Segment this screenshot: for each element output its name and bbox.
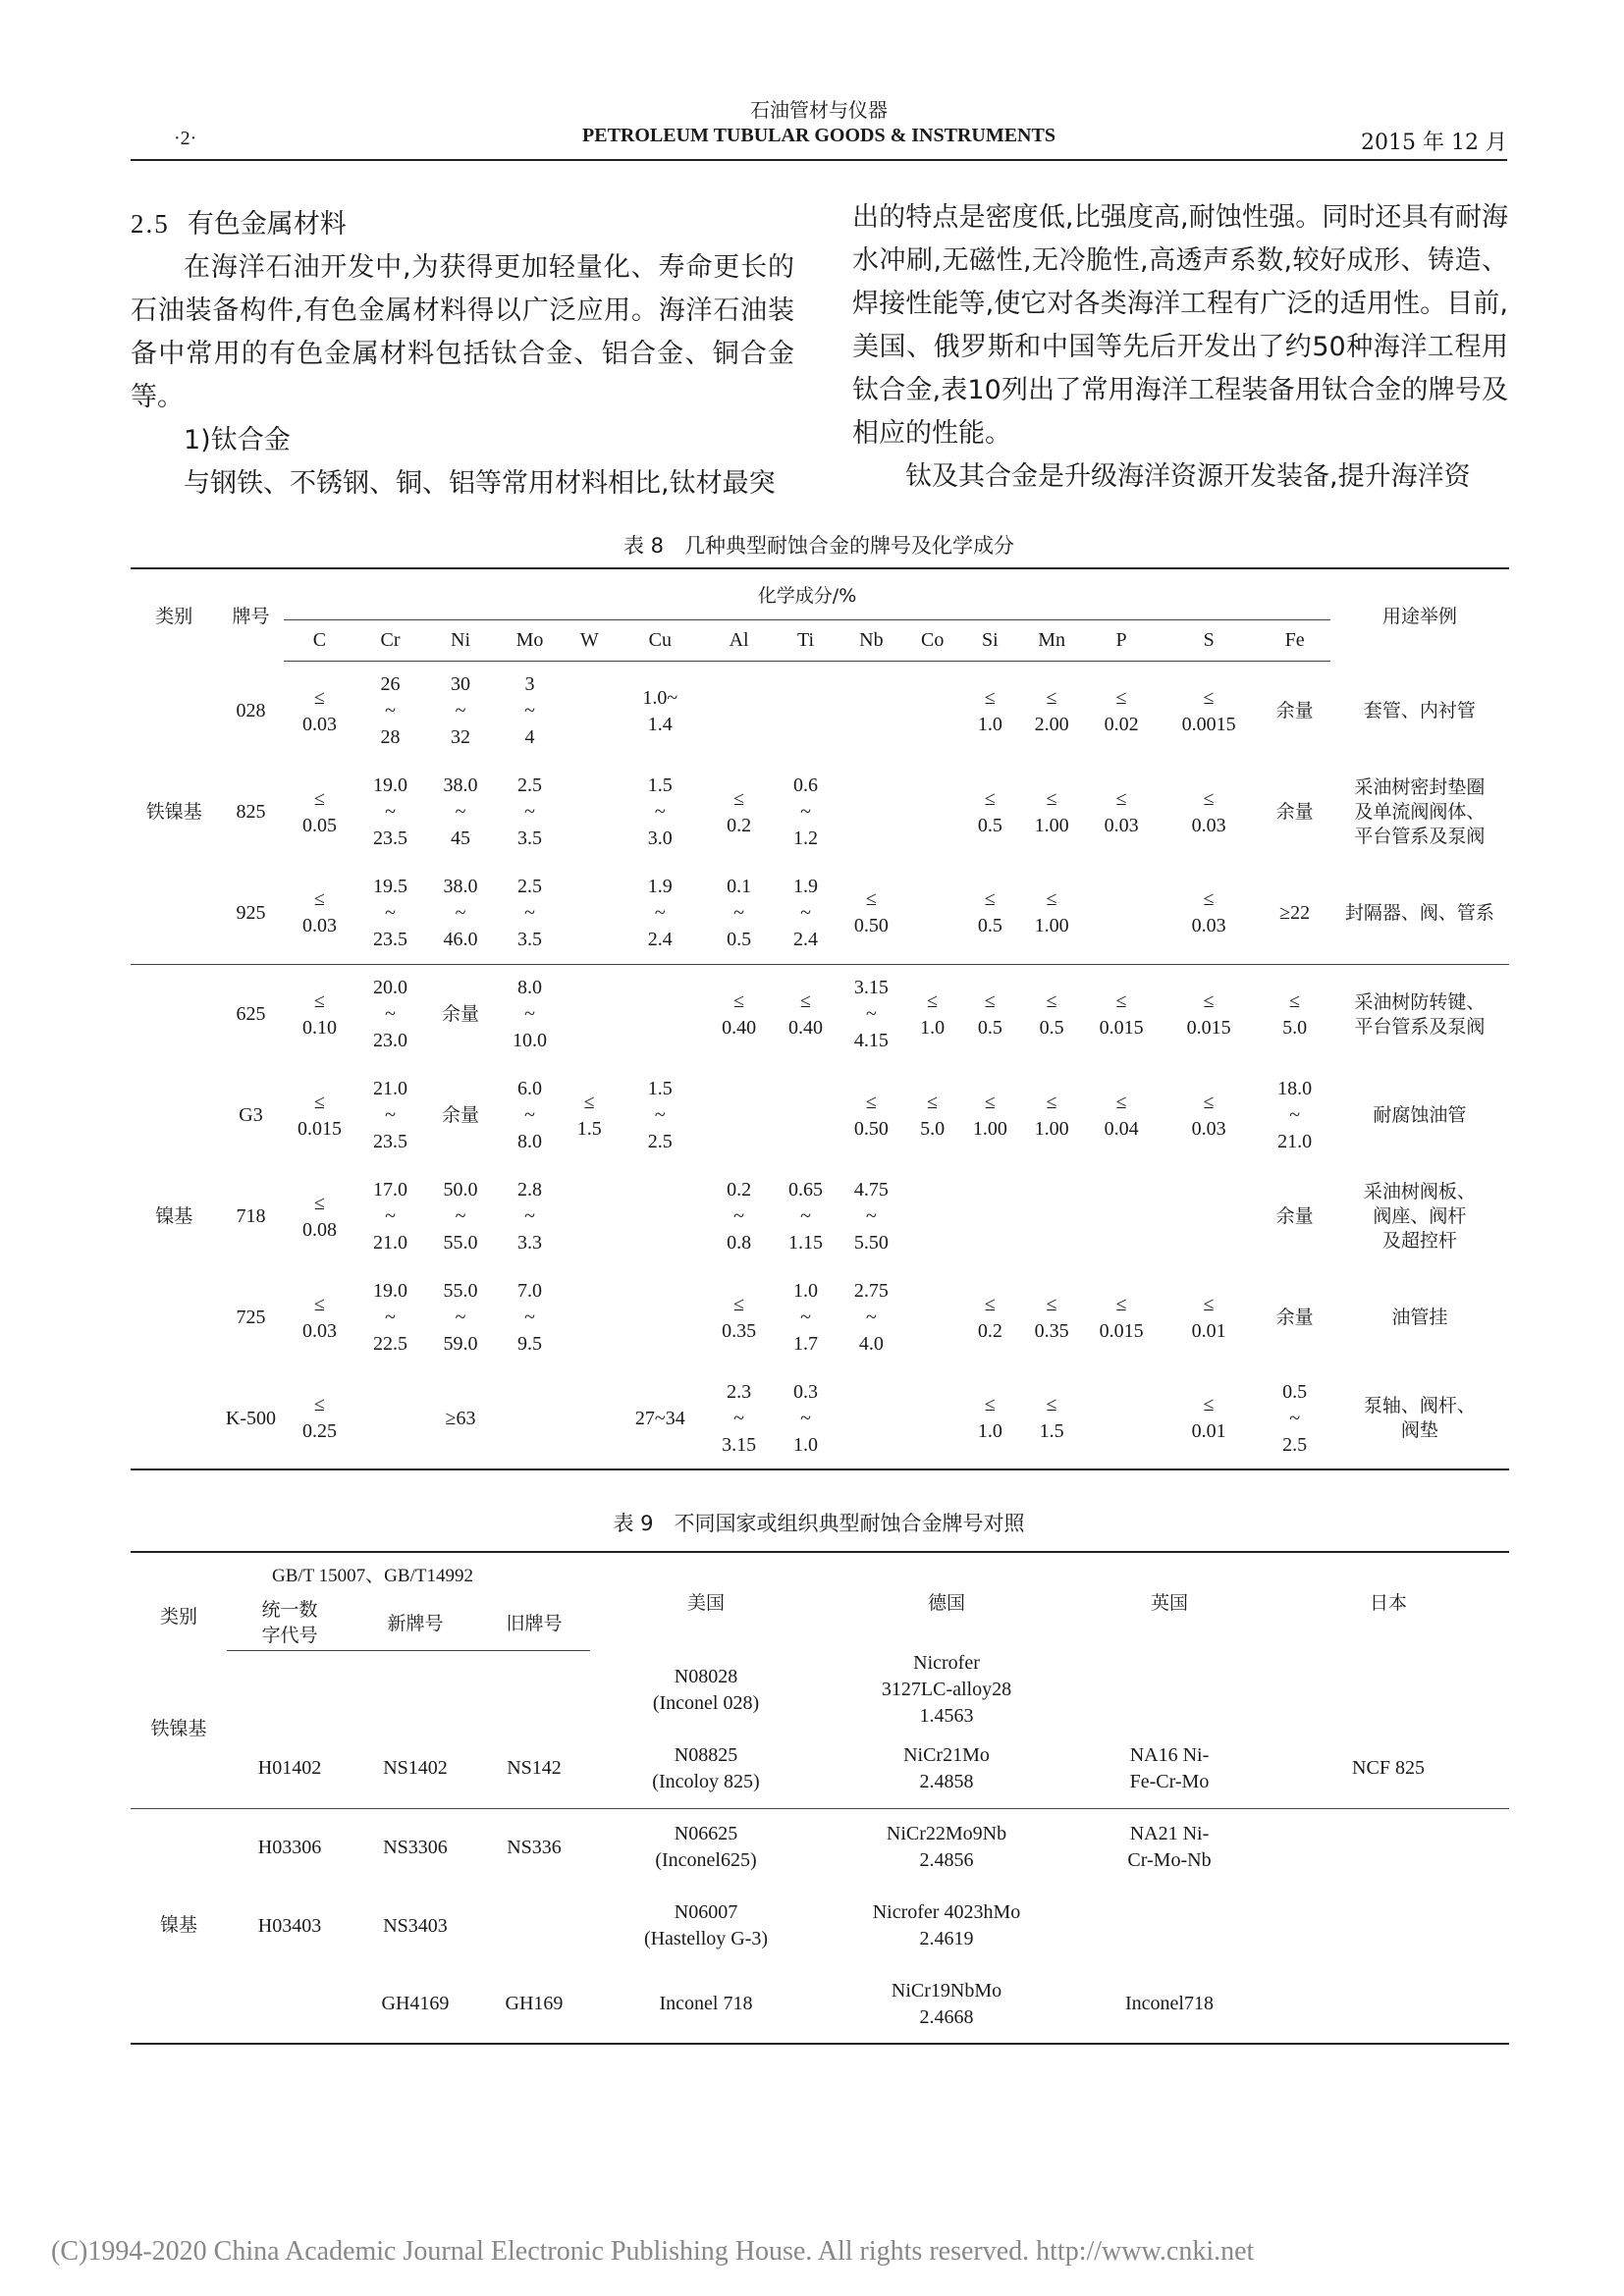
use-cell: 油管挂 xyxy=(1391,1307,1448,1328)
composition-cell xyxy=(903,1166,961,1267)
copyright-footer: (C)1994-2020 China Academic Journal Electronic Publishing House. All rights reserved. http://www.cnki.net xyxy=(51,2236,1255,2267)
composition-cell: 余量 xyxy=(442,1104,480,1126)
old-cell xyxy=(478,1887,590,1965)
element-header: Ti xyxy=(773,619,839,661)
category-cell: 镍基 xyxy=(159,1914,197,1937)
composition-cell xyxy=(706,1065,773,1166)
table-row xyxy=(131,1166,1509,1267)
header-category: 类别 xyxy=(155,606,193,627)
composition-cell: 55.0 ~ 59.0 xyxy=(443,1280,478,1355)
use-cell: 采油树阀板、 阀座、阀杆 及超控杆 xyxy=(1363,1181,1476,1252)
composition-cell: ≤ 0.02 xyxy=(1104,686,1139,735)
composition-cell: 38.0 ~ 45 xyxy=(443,774,478,849)
code-cell: H01402 xyxy=(227,1730,352,1808)
composition-cell: 1.5 ~ 3.0 xyxy=(647,774,673,849)
composition-cell: 1.5 ~ 2.5 xyxy=(647,1078,673,1152)
composition-cell: 1.9 ~ 2.4 xyxy=(773,863,839,964)
composition-cell: ≤ 0.5 xyxy=(977,989,1002,1039)
subheading: 1)钛合金 xyxy=(184,425,291,455)
use-cell: 耐腐蚀油管 xyxy=(1373,1104,1467,1126)
new-cell: GH4169 xyxy=(381,1993,450,2014)
composition-cell: 21.0 ~ 23.5 xyxy=(373,1078,407,1152)
composition-cell xyxy=(565,1368,615,1469)
composition-cell xyxy=(496,1368,565,1469)
old-cell: GH169 xyxy=(505,1993,564,2014)
composition-cell xyxy=(565,964,615,1065)
composition-cell xyxy=(565,661,615,762)
us-cell: Inconel 718 xyxy=(659,1993,753,2014)
composition-cell xyxy=(565,863,615,964)
composition-cell: ≤ 0.03 xyxy=(301,686,337,735)
header-gb-standard: GB/T 15007、GB/T14992 xyxy=(272,1566,473,1586)
element-header: Fe xyxy=(1260,619,1330,661)
composition-cell: 19.0 ~ 23.5 xyxy=(373,774,407,849)
composition-cell xyxy=(1159,1166,1260,1267)
composition-cell: ≤ 0.2 xyxy=(727,787,752,836)
composition-cell: 7.0 ~ 9.5 xyxy=(517,1280,543,1355)
composition-cell: ≤ 0.0015 xyxy=(1181,686,1236,735)
composition-cell: 2.5 ~ 3.5 xyxy=(496,863,565,964)
uk-cell xyxy=(1071,1650,1268,1730)
header-jp: 日本 xyxy=(1369,1592,1407,1614)
composition-cell: ≤ 0.35 xyxy=(1034,1293,1069,1342)
composition-cell xyxy=(565,1267,615,1368)
composition-cell: 2.75 ~ 4.0 xyxy=(853,1280,889,1355)
de-cell: NiCr22Mo9Nb 2.4856 xyxy=(886,1823,1007,1872)
table9 xyxy=(131,1551,1509,2045)
composition-cell: ≤ 0.03 xyxy=(284,863,354,964)
composition-cell: ≤ 0.40 xyxy=(787,989,823,1039)
left-column xyxy=(131,202,794,506)
grade-cell: 925 xyxy=(218,863,285,964)
element-header: Cr xyxy=(354,619,425,661)
element-header: Mo xyxy=(496,619,565,661)
composition-cell: ≤ 1.0 xyxy=(977,1394,1002,1442)
journal-title-cn: 石油管材与仪器 xyxy=(750,98,888,122)
element-header: Mn xyxy=(1019,619,1085,661)
element-header: Co xyxy=(903,619,961,661)
composition-cell: 30 ~ 32 xyxy=(451,673,471,749)
composition-cell xyxy=(773,661,839,762)
paragraph: 与钢铁、不锈钢、铜、铝等常用材料相比,钛材最突 xyxy=(184,468,776,499)
composition-cell xyxy=(903,1267,961,1368)
composition-cell: 38.0 ~ 46.0 xyxy=(426,863,496,964)
composition-cell: 8.0 ~ 10.0 xyxy=(513,977,548,1052)
table-row xyxy=(131,1267,1509,1368)
composition-cell: ≤ 0.03 xyxy=(1159,863,1260,964)
composition-cell: ≤ 0.03 xyxy=(301,1293,337,1342)
composition-cell: ≤ 1.00 xyxy=(972,1091,1007,1140)
grade-cell: 825 xyxy=(236,801,266,823)
element-header: Cu xyxy=(615,619,706,661)
composition-cell: 3.15 ~ 4.15 xyxy=(853,977,889,1052)
grade-cell: 718 xyxy=(236,1205,266,1227)
grade-cell: 725 xyxy=(236,1307,266,1328)
composition-cell: 2.5 ~ 3.5 xyxy=(517,774,543,849)
composition-cell: ≤ 0.2 xyxy=(977,1293,1002,1342)
composition-cell xyxy=(1085,863,1159,964)
composition-cell xyxy=(839,661,903,762)
composition-cell: 2.8 ~ 3.3 xyxy=(517,1179,543,1254)
composition-cell: 19.5 ~ 23.5 xyxy=(354,863,425,964)
composition-cell: ≤ 1.0 xyxy=(920,989,946,1039)
composition-cell xyxy=(903,762,961,863)
composition-cell: ≤ 0.40 xyxy=(722,989,757,1039)
header-rule xyxy=(131,159,1507,161)
composition-cell xyxy=(1085,1166,1159,1267)
right-column xyxy=(852,196,1508,499)
header-composition: 化学成分/% xyxy=(284,568,1329,619)
issue-date: 2015 年 12 月 xyxy=(1361,131,1507,155)
composition-cell xyxy=(961,1166,1019,1267)
journal-title-en: PETROLEUM TUBULAR GOODS & INSTRUMENTS xyxy=(582,125,1056,146)
grade-cell: 625 xyxy=(236,1003,266,1026)
de-cell: Nicrofer 3127LC-alloy28 1.4563 xyxy=(881,1652,1012,1727)
element-header: Al xyxy=(706,619,773,661)
composition-cell: 26 ~ 28 xyxy=(380,673,401,749)
composition-cell: 1.0 ~ 1.7 xyxy=(792,1280,818,1355)
composition-cell xyxy=(1085,1368,1159,1469)
category-cell: 镍基 xyxy=(155,1204,193,1227)
paragraph: 出的特点是密度低,比强度高,耐蚀性强。同时还具有耐海水冲刷,无磁性,无冷脆性,高透声系数,较好成形、铸造、焊接性能等,使它对各类海洋工程有广泛的适用性。目前,美国、俄罗斯和中国等先后开发出了约50种海洋工程用钛合金,表10列出了常用海洋工程装备用钛合金的牌号及相应的性能。 xyxy=(852,202,1508,449)
composition-cell xyxy=(1019,1166,1085,1267)
us-cell: N08825 (Incoloy 825) xyxy=(590,1730,822,1808)
paragraph: 钛及其合金是升级海洋资源开发装备,提升海洋资 xyxy=(905,461,1471,492)
us-cell: N06007 (Hastelloy G-3) xyxy=(643,1901,769,1949)
table-row xyxy=(131,1368,1509,1469)
header-category: 类别 xyxy=(159,1606,197,1628)
table9-caption: 表 9 不同国家或组织典型耐蚀合金牌号对照 xyxy=(613,1512,1025,1535)
code-cell: H03306 xyxy=(257,1836,322,1858)
table-row xyxy=(131,964,1509,1065)
section-heading xyxy=(131,202,794,246)
composition-cell: 0.65 ~ 1.15 xyxy=(787,1179,823,1254)
paragraph: 在海洋石油开发中,为获得更加轻量化、寿命更长的石油装备构件,有色金属材料得以广泛应用。海洋石油装备中常用的有色金属材料包括钛合金、铝合金、铜合金等。 xyxy=(131,252,794,412)
composition-cell: ≤ 0.015 xyxy=(1099,989,1144,1039)
composition-cell: ≤ 5.0 xyxy=(920,1091,946,1140)
use-cell: 采油树防转键、 平台管系及泵阀 xyxy=(1354,990,1486,1038)
code-cell xyxy=(227,1650,352,1730)
grade-cell: 028 xyxy=(236,700,266,721)
grade-cell: G3 xyxy=(239,1104,263,1126)
header-use: 用途举例 xyxy=(1381,606,1457,627)
composition-cell: 1.0~ 1.4 xyxy=(642,686,678,735)
uk-cell xyxy=(1071,1887,1268,1965)
section-title: 有色金属材料 xyxy=(187,209,347,240)
jp-cell xyxy=(1268,1650,1509,1730)
new-cell: NS3403 xyxy=(383,1914,448,1937)
composition-cell: 17.0 ~ 21.0 xyxy=(373,1179,407,1254)
table-row xyxy=(131,762,1509,863)
composition-cell xyxy=(839,1368,903,1469)
composition-cell: ≤ 5.0 xyxy=(1282,989,1308,1039)
jp-cell xyxy=(1268,1965,1509,2044)
composition-cell: ≥63 xyxy=(445,1407,476,1429)
element-header: C xyxy=(284,619,354,661)
header-new-grade: 新牌号 xyxy=(352,1595,478,1650)
category-cell: 铁镍基 xyxy=(131,1650,227,1808)
header-old-grade: 旧牌号 xyxy=(478,1595,590,1650)
element-header: Si xyxy=(961,619,1019,661)
old-cell xyxy=(478,1650,590,1730)
old-cell: NS142 xyxy=(478,1730,590,1808)
us-cell: N06625 (Inconel625) xyxy=(655,1823,757,1872)
composition-cell: 余量 xyxy=(442,1003,480,1026)
composition-cell: ≤ 0.5 xyxy=(1039,989,1064,1039)
uk-cell: NA16 Ni- Fe-Cr-Mo xyxy=(1071,1730,1268,1808)
table-row xyxy=(131,1965,1509,2044)
composition-cell: 20.0 ~ 23.0 xyxy=(373,977,407,1052)
composition-cell: ≤ 0.01 xyxy=(1191,1293,1226,1342)
composition-cell: ≤ 0.03 xyxy=(1191,1091,1226,1140)
table-row xyxy=(131,661,1509,762)
composition-cell xyxy=(903,661,961,762)
table8 xyxy=(131,567,1509,1470)
element-header: W xyxy=(565,619,615,661)
composition-cell: 余量 xyxy=(1275,1205,1314,1227)
composition-cell: 余量 xyxy=(1275,700,1314,722)
jp-cell xyxy=(1268,1887,1509,1965)
composition-cell: ≤ 0.10 xyxy=(301,989,337,1039)
table-row xyxy=(131,1650,1509,1730)
composition-cell: ≤ 0.25 xyxy=(301,1394,337,1442)
composition-cell xyxy=(903,1368,961,1469)
composition-cell: 0.6 ~ 1.2 xyxy=(792,774,818,849)
composition-cell: 4.75 ~ 5.50 xyxy=(853,1179,889,1254)
composition-cell: ≤ 1.00 xyxy=(1019,863,1085,964)
composition-cell xyxy=(354,1368,425,1469)
header-us: 美国 xyxy=(686,1592,725,1614)
element-header: Nb xyxy=(839,619,903,661)
composition-cell xyxy=(615,1166,706,1267)
uk-cell: NA21 Ni- Cr-Mo-Nb xyxy=(1127,1823,1212,1872)
composition-cell: 2.3 ~ 3.15 xyxy=(722,1380,757,1456)
header-code: 统一数 字代号 xyxy=(227,1595,352,1650)
new-cell xyxy=(352,1650,478,1730)
header-grade: 牌号 xyxy=(232,606,270,627)
composition-cell: 6.0 ~ 8.0 xyxy=(517,1078,543,1152)
header-de: 德国 xyxy=(927,1592,965,1614)
composition-cell: 0.3 ~ 1.0 xyxy=(792,1380,818,1456)
composition-cell: 0.1 ~ 0.5 xyxy=(706,863,773,964)
composition-cell: ≤ 1.5 xyxy=(1039,1394,1064,1442)
composition-cell: ≤ 0.05 xyxy=(301,787,337,836)
composition-cell: ≤ 1.00 xyxy=(1034,1091,1069,1140)
composition-cell: ≤ 0.08 xyxy=(301,1192,337,1241)
composition-cell xyxy=(706,661,773,762)
composition-cell: ≤ 0.015 xyxy=(297,1091,342,1140)
table-row xyxy=(131,863,1509,964)
table-row xyxy=(131,1887,1509,1965)
composition-cell: 27~34 xyxy=(634,1407,685,1429)
composition-cell: 0.5 ~ 2.5 xyxy=(1282,1380,1308,1456)
composition-cell: ≤ 0.03 xyxy=(1104,787,1139,836)
use-cell: 封隔器、阀、管系 xyxy=(1330,863,1509,964)
composition-cell: ≤ 0.5 xyxy=(961,863,1019,964)
page-number: ·2· xyxy=(174,128,197,149)
new-cell: NS3306 xyxy=(383,1836,448,1858)
composition-cell: 50.0 ~ 55.0 xyxy=(443,1179,478,1254)
composition-cell: ≤ 0.5 xyxy=(977,787,1002,836)
composition-cell: 3 ~ 4 xyxy=(524,673,535,749)
composition-cell: ≤ 0.015 xyxy=(1186,989,1231,1039)
composition-cell: ≤ 0.015 xyxy=(1099,1293,1144,1342)
code-cell xyxy=(227,1965,352,2044)
composition-cell: 1.9 ~ 2.4 xyxy=(615,863,706,964)
composition-cell: ≤ 0.35 xyxy=(722,1293,757,1342)
composition-cell: 18.0 ~ 21.0 xyxy=(1277,1078,1313,1152)
us-cell: N08028 (Inconel 028) xyxy=(652,1665,760,1714)
composition-cell xyxy=(565,1166,615,1267)
element-header: P xyxy=(1085,619,1159,661)
composition-cell xyxy=(615,1267,706,1368)
composition-cell xyxy=(839,762,903,863)
de-cell: NiCr21Mo 2.4858 xyxy=(822,1730,1071,1808)
code-cell: H03403 xyxy=(257,1914,322,1937)
section-number: 2.5 xyxy=(131,209,170,239)
table-row xyxy=(131,1808,1509,1887)
composition-cell: ≤ 1.5 xyxy=(576,1091,602,1140)
table-row xyxy=(131,1730,1509,1808)
header-uk: 英国 xyxy=(1150,1592,1188,1614)
page-header xyxy=(131,94,1507,161)
composition-cell: ≥22 xyxy=(1260,863,1330,964)
table8-caption: 表 8 几种典型耐蚀合金的牌号及化学成分 xyxy=(623,534,1015,558)
composition-cell: ≤ 0.03 xyxy=(1191,787,1226,836)
old-cell: NS336 xyxy=(507,1836,562,1858)
composition-cell xyxy=(565,762,615,863)
composition-cell: 余量 xyxy=(1275,1307,1314,1328)
composition-cell: 余量 xyxy=(1275,801,1314,823)
jp-cell: NCF 825 xyxy=(1268,1730,1509,1808)
jp-cell xyxy=(1268,1808,1509,1887)
composition-cell xyxy=(615,964,706,1065)
new-cell: NS1402 xyxy=(352,1730,478,1808)
composition-cell: ≤ 1.0 xyxy=(977,686,1002,735)
de-cell: NiCr19NbMo 2.4668 xyxy=(891,1979,1002,2028)
composition-cell: ≤ 2.00 xyxy=(1034,686,1069,735)
composition-cell: ≤ 1.00 xyxy=(1034,787,1069,836)
grade-cell: K-500 xyxy=(225,1407,277,1429)
element-header: Ni xyxy=(426,619,496,661)
composition-cell: ≤ 0.50 xyxy=(839,863,903,964)
use-cell: 套管、内衬管 xyxy=(1363,700,1476,721)
use-cell: 采油树密封垫圈 及单流阀阀体、 平台管系及泵阀 xyxy=(1354,776,1486,847)
composition-cell: ≤ 0.50 xyxy=(853,1091,889,1140)
composition-cell: 19.0 ~ 22.5 xyxy=(373,1280,407,1355)
use-cell: 泵轴、阀杆、 阀垫 xyxy=(1363,1395,1476,1441)
table-row xyxy=(131,1065,1509,1166)
category-cell: 铁镍基 xyxy=(131,661,218,964)
uk-cell: Inconel718 xyxy=(1125,1993,1214,2014)
composition-cell: ≤ 0.01 xyxy=(1191,1394,1226,1442)
composition-cell: ≤ 0.04 xyxy=(1104,1091,1139,1140)
element-header: S xyxy=(1159,619,1260,661)
composition-cell xyxy=(773,1065,839,1166)
de-cell: Nicrofer 4023hMo 2.4619 xyxy=(872,1901,1021,1949)
composition-cell xyxy=(903,863,961,964)
composition-cell: 0.2 ~ 0.8 xyxy=(727,1179,752,1254)
